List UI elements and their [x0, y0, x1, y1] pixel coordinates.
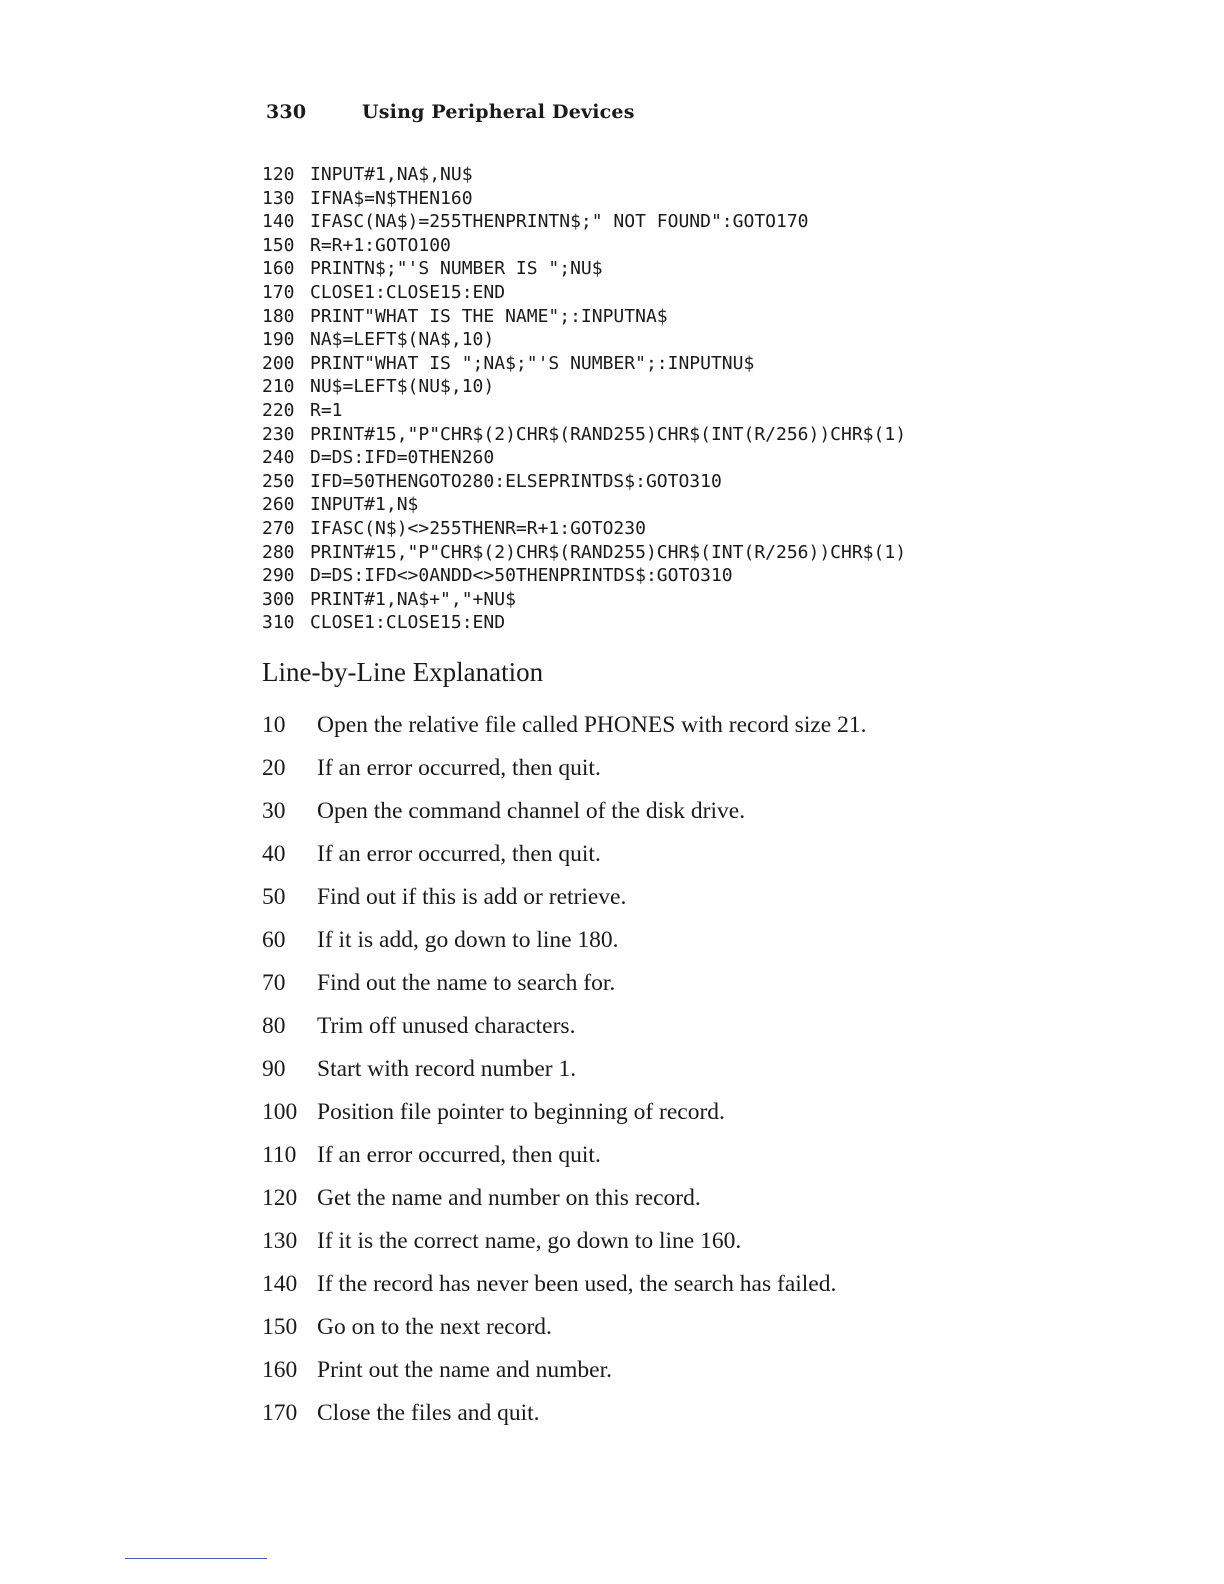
code-line: [262, 328, 906, 352]
code-statement: D=DS:IFD<>0ANDD<>50THENPRINTDS$:GOTO310: [310, 565, 733, 587]
code-line-number: 240: [262, 447, 295, 469]
explanation-line-number: 100: [262, 1099, 298, 1125]
explanation-line-number: 10: [262, 712, 286, 738]
explanation-item: [262, 704, 866, 747]
code-line-number: 200: [262, 352, 295, 374]
footnote-rule: [125, 1558, 267, 1559]
code-line-number: 180: [262, 305, 295, 327]
code-statement: CLOSE1:CLOSE15:END: [310, 281, 506, 303]
code-line: [262, 517, 906, 541]
chapter-title: Using Peripheral Devices: [362, 101, 635, 123]
code-line-number: 190: [262, 329, 295, 351]
code-line: [262, 423, 906, 447]
code-line: [262, 210, 906, 234]
explanation-text: Position file pointer to beginning of record.: [317, 1099, 725, 1125]
code-line: [262, 541, 906, 565]
code-statement: NA$=LEFT$(NA$,10): [310, 329, 495, 351]
code-line: [262, 564, 906, 588]
code-line-number: 160: [262, 258, 295, 280]
explanation-line-number: 60: [262, 927, 286, 953]
explanation-item: [262, 1134, 866, 1177]
code-line-number: 220: [262, 399, 295, 421]
code-statement: INPUT#1,NA$,NU$: [310, 164, 473, 185]
explanation-text: If the record has never been used, the search has failed.: [317, 1271, 837, 1297]
code-statement: PRINT"WHAT IS THE NAME";:INPUTNA$: [310, 305, 668, 327]
code-statement: D=DS:IFD=0THEN260: [310, 447, 495, 469]
code-line-number: 270: [262, 517, 295, 539]
explanation-line-number: 90: [262, 1056, 286, 1082]
explanation-line-number: 30: [262, 798, 286, 824]
code-statement: R=1: [310, 399, 343, 421]
running-head: [266, 101, 635, 123]
explanation-line-number: 140: [262, 1271, 298, 1297]
code-statement: IFASC(NA$)=255THENPRINTN$;" NOT FOUND":GOTO170: [310, 211, 809, 233]
explanation-item: [262, 962, 866, 1005]
code-line: [262, 257, 906, 281]
basic-code-listing: [262, 163, 906, 635]
explanation-item: [262, 1177, 866, 1220]
explanation-item: [262, 1349, 866, 1392]
explanation-text: If an error occurred, then quit.: [317, 755, 601, 781]
explanation-text: If an error occurred, then quit.: [317, 1142, 601, 1168]
explanation-text: Open the command channel of the disk drive.: [317, 798, 746, 824]
code-line: [262, 446, 906, 470]
explanation-text: If an error occurred, then quit.: [317, 841, 601, 867]
explanation-item: [262, 1306, 866, 1349]
explanation-item: [262, 1220, 866, 1263]
explanation-item: [262, 876, 866, 919]
explanation-item: [262, 1048, 866, 1091]
code-line: [262, 163, 906, 187]
explanation-line-number: 40: [262, 841, 286, 867]
explanation-line-number: 120: [262, 1185, 298, 1211]
explanation-text: Start with record number 1.: [317, 1056, 577, 1082]
code-statement: CLOSE1:CLOSE15:END: [310, 612, 506, 634]
explanation-item: [262, 790, 866, 833]
line-explanation-list: [262, 704, 866, 1435]
explanation-item: [262, 1091, 866, 1134]
code-statement: R=R+1:GOTO100: [310, 234, 451, 256]
section-heading: Line-by-Line Explanation: [262, 657, 544, 687]
code-line-number: 150: [262, 234, 295, 256]
code-line-number: 140: [262, 211, 295, 233]
explanation-item: [262, 833, 866, 876]
code-line-number: 290: [262, 565, 295, 587]
code-line-number: 120: [262, 164, 295, 185]
explanation-item: [262, 1263, 866, 1306]
code-statement: PRINT#1,NA$+","+NU$: [310, 588, 516, 610]
explanation-line-number: 110: [262, 1142, 297, 1168]
code-line-number: 250: [262, 470, 295, 492]
code-statement: PRINT"WHAT IS ";NA$;"'S NUMBER";:INPUTNU$: [310, 352, 755, 374]
page-number: 330: [266, 101, 307, 123]
code-statement: IFASC(N$)<>255THENR=R+1:GOTO230: [310, 517, 646, 539]
code-line: [262, 611, 906, 635]
explanation-item: [262, 1005, 866, 1048]
code-line: [262, 493, 906, 517]
code-line: [262, 187, 906, 211]
explanation-line-number: 20: [262, 755, 286, 781]
explanation-text: Find out if this is add or retrieve.: [317, 884, 627, 910]
explanation-text: If it is add, go down to line 180.: [317, 927, 619, 953]
code-line-number: 170: [262, 281, 295, 303]
code-line-number: 230: [262, 423, 295, 445]
code-line: [262, 305, 906, 329]
explanation-item: [262, 1392, 866, 1435]
code-statement: IFD=50THENGOTO280:ELSEPRINTDS$:GOTO310: [310, 470, 722, 492]
explanation-item: [262, 919, 866, 962]
code-line: [262, 470, 906, 494]
code-statement: PRINT#15,"P"CHR$(2)CHR$(RAND255)CHR$(INT(R/256))CHR$(1): [310, 541, 907, 563]
explanation-text: Go on to the next record.: [317, 1314, 552, 1340]
code-statement: PRINTN$;"'S NUMBER IS ";NU$: [310, 258, 603, 280]
explanation-text: Get the name and number on this record.: [317, 1185, 701, 1211]
code-statement: IFNA$=N$THEN160: [310, 187, 473, 209]
explanation-text: Close the files and quit.: [317, 1400, 540, 1426]
explanation-text: Find out the name to search for.: [317, 970, 616, 996]
code-line-number: 310: [262, 612, 295, 634]
code-line: [262, 281, 906, 305]
code-line: [262, 234, 906, 258]
explanation-text: Print out the name and number.: [317, 1357, 613, 1383]
code-line-number: 300: [262, 588, 295, 610]
code-line-number: 130: [262, 187, 295, 209]
explanation-line-number: 130: [262, 1228, 298, 1254]
explanation-item: [262, 747, 866, 790]
code-line: [262, 399, 906, 423]
code-line-number: 280: [262, 541, 295, 563]
explanation-line-number: 170: [262, 1400, 298, 1426]
code-statement: INPUT#1,N$: [310, 494, 419, 516]
code-line: [262, 588, 906, 612]
code-line: [262, 375, 906, 399]
code-statement: NU$=LEFT$(NU$,10): [310, 376, 495, 398]
explanation-line-number: 50: [262, 884, 286, 910]
explanation-line-number: 80: [262, 1013, 286, 1039]
explanation-line-number: 160: [262, 1357, 298, 1383]
explanation-text: If it is the correct name, go down to line 160.: [317, 1228, 742, 1254]
code-line: [262, 352, 906, 376]
code-line-number: 260: [262, 494, 295, 516]
code-line-number: 210: [262, 376, 295, 398]
explanation-text: Open the relative file called PHONES with record size 21.: [317, 712, 867, 738]
explanation-text: Trim off unused characters.: [317, 1013, 576, 1039]
explanation-line-number: 70: [262, 970, 286, 996]
explanation-line-number: 150: [262, 1314, 298, 1340]
code-statement: PRINT#15,"P"CHR$(2)CHR$(RAND255)CHR$(INT(R/256))CHR$(1): [310, 423, 907, 445]
